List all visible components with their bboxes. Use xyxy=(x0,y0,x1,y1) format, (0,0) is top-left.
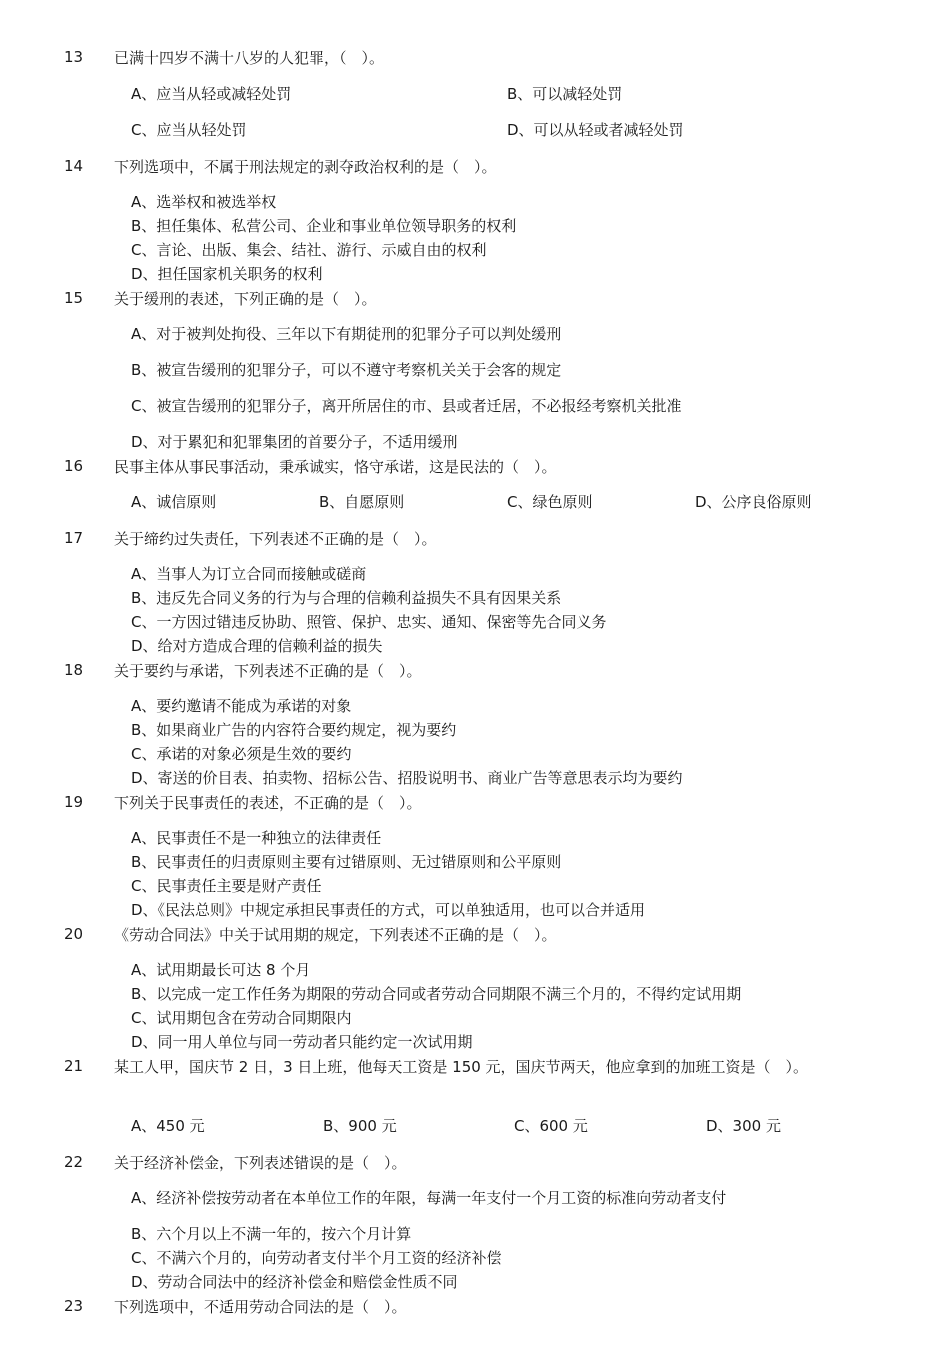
option-a: A、试用期最长可达 8 个月 xyxy=(131,961,311,979)
option-d: D、《民法总则》中规定承担民事责任的方式，可以单独适用，也可以合并适用 xyxy=(131,901,646,919)
option-a: A、民事责任不是一种独立的法律责任 xyxy=(131,829,382,847)
option-b: B、以完成一定工作任务为期限的劳动合同或者劳动合同期限不满三个月的，不得约定试用期 xyxy=(131,985,742,1003)
question-number: 15 xyxy=(64,289,84,307)
option-d: D、可以从轻或者减轻处罚 xyxy=(507,121,684,139)
option-c: C、应当从轻处罚 xyxy=(131,121,247,139)
question-stem: 下列选项中，不属于刑法规定的剥夺政治权利的是（ ）。 xyxy=(114,158,497,176)
question-number: 18 xyxy=(64,661,84,679)
question-number: 17 xyxy=(64,529,84,547)
option-b: B、900 元 xyxy=(323,1117,397,1135)
option-b: B、民事责任的归责原则主要有过错原则、无过错原则和公平原则 xyxy=(131,853,562,871)
question-number: 23 xyxy=(64,1297,84,1315)
option-c: C、试用期包含在劳动合同期限内 xyxy=(131,1009,352,1027)
option-a: A、要约邀请不能成为承诺的对象 xyxy=(131,697,352,715)
option-a: A、对于被判处拘役、三年以下有期徒刑的犯罪分子可以判处缓刑 xyxy=(131,325,562,343)
option-b: B、六个月以上不满一年的，按六个月计算 xyxy=(131,1225,412,1243)
question-stem: 民事主体从事民事活动，秉承诚实，恪守承诺，这是民法的（ ）。 xyxy=(114,458,557,476)
option-b: B、被宣告缓刑的犯罪分子，可以不遵守考察机关关于会客的规定 xyxy=(131,361,562,379)
question-stem: 下列关于民事责任的表述，不正确的是（ ）。 xyxy=(114,794,422,812)
option-d: D、300 元 xyxy=(706,1117,781,1135)
option-d: D、同一用人单位与同一劳动者只能约定一次试用期 xyxy=(131,1033,473,1051)
option-c: C、民事责任主要是财产责任 xyxy=(131,877,322,895)
option-b: B、违反先合同义务的行为与合理的信赖利益损失不具有因果关系 xyxy=(131,589,562,607)
question-stem: 关于缓刑的表述，下列正确的是（ ）。 xyxy=(114,290,377,308)
option-c: C、承诺的对象必须是生效的要约 xyxy=(131,745,352,763)
option-d: D、担任国家机关职务的权利 xyxy=(131,265,323,283)
question-stem: 下列选项中，不适用劳动合同法的是（ ）。 xyxy=(114,1298,407,1316)
option-c: C、绿色原则 xyxy=(507,493,593,511)
question-number: 20 xyxy=(64,925,84,943)
question-number: 19 xyxy=(64,793,84,811)
option-c: C、不满六个月的，向劳动者支付半个月工资的经济补偿 xyxy=(131,1249,502,1267)
option-a: A、应当从轻或减轻处罚 xyxy=(131,85,292,103)
option-b: B、可以减轻处罚 xyxy=(507,85,623,103)
option-c: C、言论、出版、集会、结社、游行、示威自由的权利 xyxy=(131,241,487,259)
question-stem: 关于要约与承诺，下列表述不正确的是（ ）。 xyxy=(114,662,422,680)
option-a: A、诚信原则 xyxy=(131,493,217,511)
option-d: D、寄送的价目表、拍卖物、招标公告、招股说明书、商业广告等意思表示均为要约 xyxy=(131,769,683,787)
question-stem: 已满十四岁不满十八岁的人犯罪，（ ）。 xyxy=(114,49,385,67)
option-d: D、给对方造成合理的信赖利益的损失 xyxy=(131,637,383,655)
question-stem: 关于经济补偿金，下列表述错误的是（ ）。 xyxy=(114,1154,407,1172)
question-number: 16 xyxy=(64,457,84,475)
option-a: A、经济补偿按劳动者在本单位工作的年限，每满一年支付一个月工资的标准向劳动者支付 xyxy=(131,1189,727,1207)
question-stem: 《劳动合同法》中关于试用期的规定，下列表述不正确的是（ ）。 xyxy=(114,926,557,944)
option-b: B、如果商业广告的内容符合要约规定，视为要约 xyxy=(131,721,457,739)
question-number: 13 xyxy=(64,48,84,66)
option-d: D、公序良俗原则 xyxy=(695,493,812,511)
option-d: D、对于累犯和犯罪集团的首要分子，不适用缓刑 xyxy=(131,433,458,451)
option-a: A、450 元 xyxy=(131,1117,205,1135)
option-c: C、被宣告缓刑的犯罪分子，离开所居住的市、县或者迁居，不必报经考察机关批准 xyxy=(131,397,682,415)
option-a: A、当事人为订立合同而接触或磋商 xyxy=(131,565,367,583)
option-c: C、一方因过错违反协助、照管、保护、忠实、通知、保密等先合同义务 xyxy=(131,613,607,631)
option-b: B、自愿原则 xyxy=(319,493,405,511)
question-stem: 关于缔约过失责任，下列表述不正确的是（ ）。 xyxy=(114,530,437,548)
option-b: B、担任集体、私营公司、企业和事业单位领导职务的权利 xyxy=(131,217,517,235)
option-c: C、600 元 xyxy=(514,1117,588,1135)
question-number: 21 xyxy=(64,1057,84,1075)
option-d: D、劳动合同法中的经济补偿金和赔偿金性质不同 xyxy=(131,1273,458,1291)
question-number: 22 xyxy=(64,1153,84,1171)
option-a: A、选举权和被选举权 xyxy=(131,193,277,211)
question-stem: 某工人甲，国庆节 2 日，3 日上班，他每天工资是 150 元，国庆节两天，他应拿到的加班工资是（ ）。 xyxy=(114,1058,809,1076)
question-number: 14 xyxy=(64,157,84,175)
